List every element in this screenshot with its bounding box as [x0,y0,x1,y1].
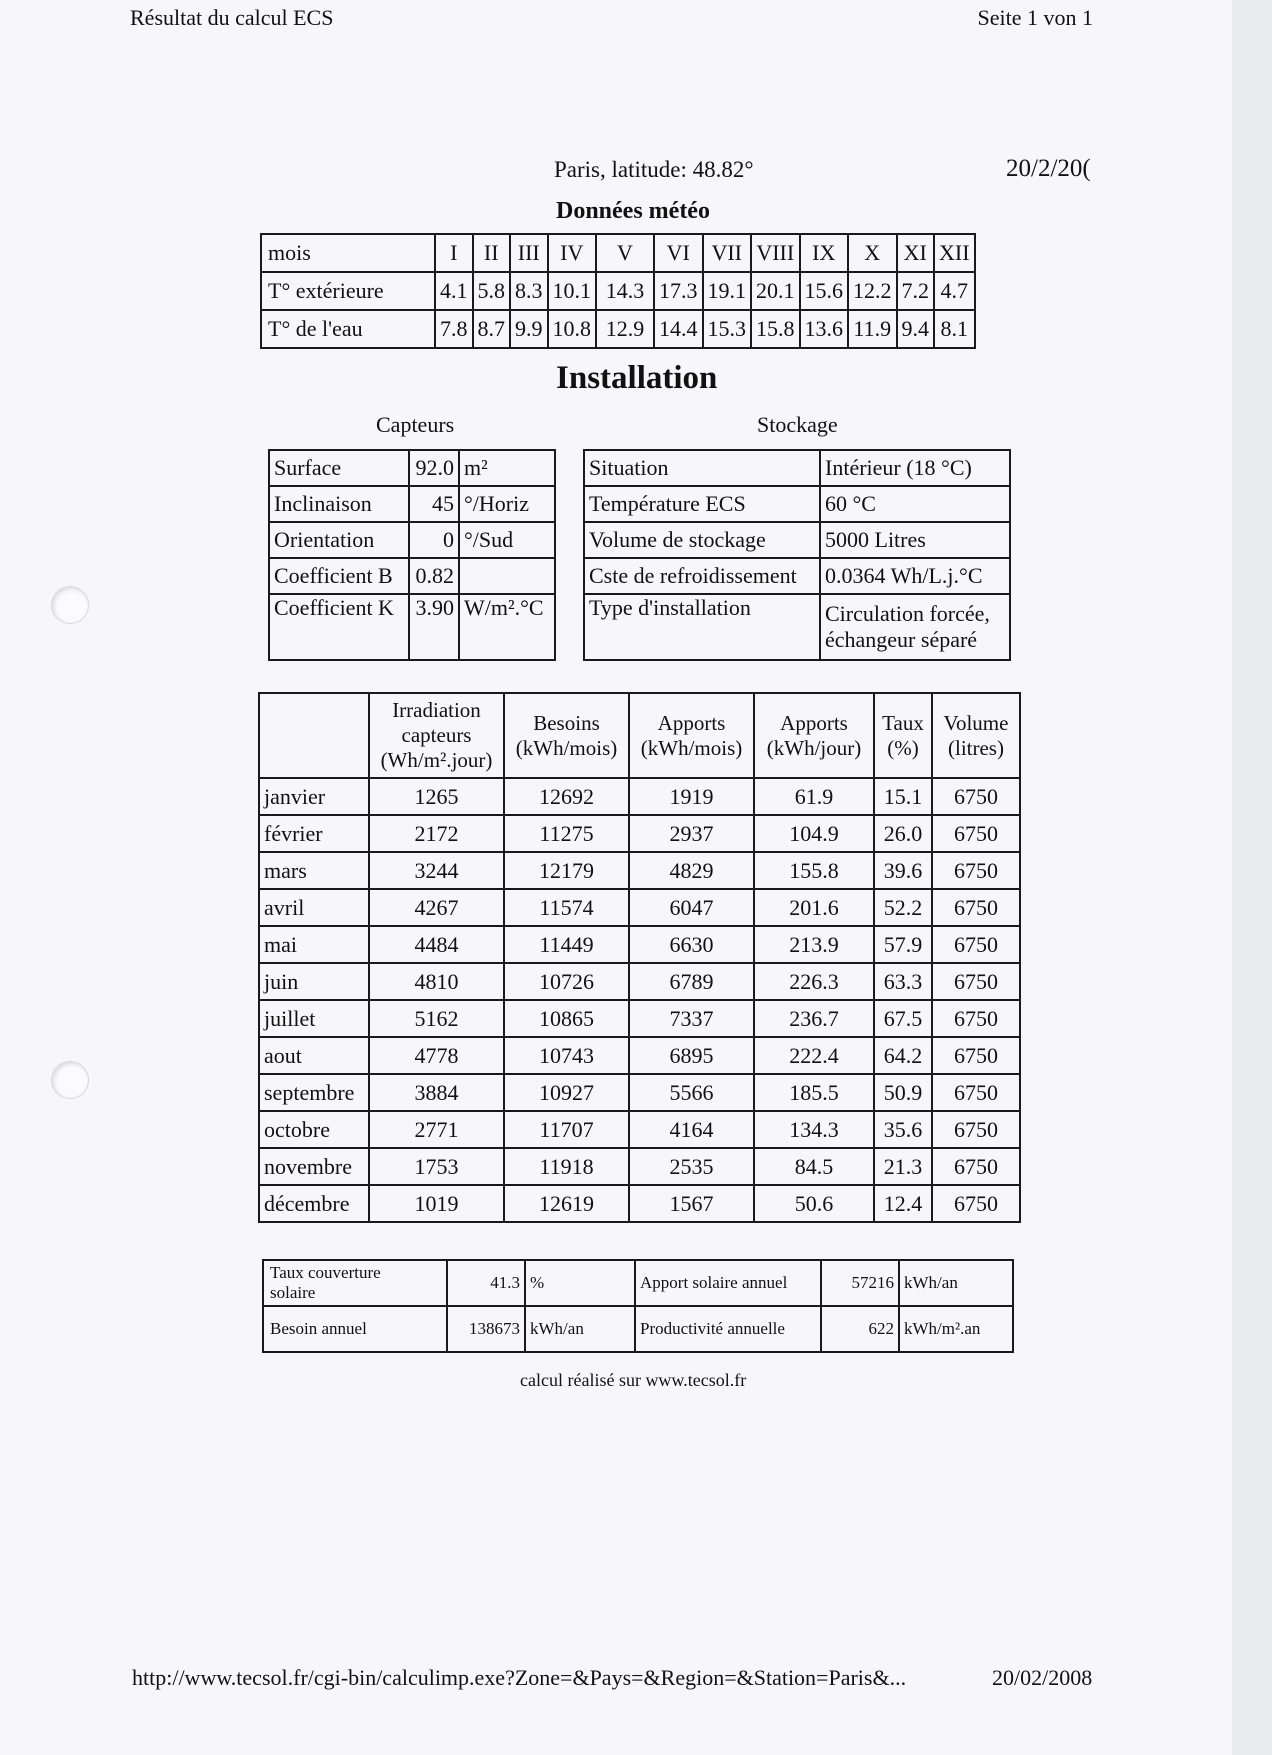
table-cell: 4829 [629,852,754,889]
header-line: Taux [882,710,924,735]
meteo-month: IX [800,234,849,272]
month-name: aout [259,1037,369,1074]
month-name: janvier [259,778,369,815]
table-cell: 1567 [629,1185,754,1222]
table-cell: 10726 [504,963,629,1000]
date-top: 20/2/20( [1006,155,1091,182]
table-cell: 6750 [932,889,1020,926]
meteo-cell: 8.3 [510,272,548,310]
meteo-header-row [261,234,975,272]
monthly-body [259,778,1020,1222]
meteo-cell: 12.2 [848,272,897,310]
capteurs-label: Coefficient K [269,594,409,660]
table-cell: 6750 [932,1111,1020,1148]
monthly-table [258,692,1021,1223]
meteo-cell: 15.8 [751,310,800,348]
table-cell: 11449 [504,926,629,963]
table-cell: 6750 [932,1037,1020,1074]
summary-row [263,1260,1013,1306]
table-cell: 11918 [504,1148,629,1185]
table-cell: 6750 [932,852,1020,889]
meteo-cell: 15.6 [800,272,849,310]
stockage-value-line2: échangeur séparé [825,627,978,652]
capteurs-value: 45 [409,486,459,522]
table-cell: 185.5 [754,1074,874,1111]
stockage-table [583,449,1011,661]
meteo-cell: 7.8 [435,310,473,348]
installation-title: Installation [556,360,718,396]
stockage-label: Situation [584,450,820,486]
summary-table [262,1259,1014,1353]
meteo-cell: 7.2 [897,272,935,310]
meteo-month: IV [548,234,597,272]
month-name: septembre [259,1074,369,1111]
meteo-cell: 9.4 [897,310,935,348]
table-cell: 222.4 [754,1037,874,1074]
meteo-cell: 12.9 [596,310,654,348]
table-cell: 10865 [504,1000,629,1037]
header-line: (Wh/m².jour) [380,748,493,772]
stockage-row [584,486,1010,522]
monthly-header-empty [259,693,369,778]
table-cell: 3244 [369,852,504,889]
table-row [259,815,1020,852]
meteo-cell: 13.6 [800,310,849,348]
table-cell: 6750 [932,963,1020,1000]
table-cell: 6750 [932,1148,1020,1185]
table-cell: 104.9 [754,815,874,852]
print-header-title: Résultat du calcul ECS [130,5,334,30]
stockage-row [584,558,1010,594]
month-name: juillet [259,1000,369,1037]
capteurs-row [269,486,555,522]
meteo-cell: 8.1 [934,310,975,348]
header-line: (litres) [948,735,1004,760]
productivite-unit: kWh/m².an [899,1306,1013,1352]
capteurs-unit: °/Horiz [459,486,555,522]
table-cell: 4164 [629,1111,754,1148]
punch-hole-bottom [51,1061,89,1099]
table-cell: 4267 [369,889,504,926]
table-cell: 52.2 [874,889,932,926]
month-name: novembre [259,1148,369,1185]
table-cell: 6789 [629,963,754,1000]
table-cell: 6750 [932,926,1020,963]
capteurs-unit: W/m².°C [459,594,555,660]
month-name: avril [259,889,369,926]
table-cell: 12.4 [874,1185,932,1222]
capteurs-value: 0 [409,522,459,558]
table-row [259,778,1020,815]
table-cell: 134.3 [754,1111,874,1148]
location-label: Paris, latitude: 48.82° [554,157,754,182]
meteo-cell: 14.3 [596,272,654,310]
meteo-title: Données météo [556,198,710,224]
table-row [259,1111,1020,1148]
table-cell: 5162 [369,1000,504,1037]
monthly-header-apports-mois [629,693,754,778]
monthly-header-taux [874,693,932,778]
table-cell: 26.0 [874,815,932,852]
table-cell: 50.9 [874,1074,932,1111]
table-cell: 61.9 [754,778,874,815]
table-cell: 21.3 [874,1148,932,1185]
stockage-row [584,594,1010,660]
meteo-cell: 4.1 [435,272,473,310]
stockage-label: Cste de refroidissement [584,558,820,594]
meteo-month: III [510,234,548,272]
capteurs-table [268,449,556,661]
header-line: Apports [657,710,726,735]
table-row [259,963,1020,1000]
table-cell: 1919 [629,778,754,815]
header-line: Besoins [533,710,600,735]
meteo-month: VII [703,234,752,272]
meteo-cell: 11.9 [848,310,897,348]
meteo-month: VI [654,234,703,272]
meteo-month: I [435,234,473,272]
monthly-header-row [259,693,1020,778]
print-header-page: Seite 1 von 1 [977,5,1093,30]
table-row [259,926,1020,963]
monthly-header-apports-jour [754,693,874,778]
monthly-header-besoins [504,693,629,778]
month-name: juin [259,963,369,1000]
meteo-header-label: mois [261,234,435,272]
meteo-cell: 4.7 [934,272,975,310]
capteurs-unit [459,558,555,594]
table-cell: 2937 [629,815,754,852]
capteurs-label: Surface [269,450,409,486]
table-cell: 2771 [369,1111,504,1148]
table-cell: 4810 [369,963,504,1000]
capteurs-unit: m² [459,450,555,486]
label-line: Taux couverture [270,1263,381,1282]
taux-couverture-unit: % [525,1260,635,1306]
table-cell: 67.5 [874,1000,932,1037]
meteo-cell: 10.1 [548,272,597,310]
capteurs-row [269,594,555,660]
capteurs-label: Coefficient B [269,558,409,594]
summary-row [263,1306,1013,1352]
stockage-row [584,522,1010,558]
table-row [259,1000,1020,1037]
table-cell: 39.6 [874,852,932,889]
meteo-cell: 20.1 [751,272,800,310]
table-cell: 1019 [369,1185,504,1222]
table-cell: 12619 [504,1185,629,1222]
table-cell: 201.6 [754,889,874,926]
capteurs-row [269,558,555,594]
meteo-cell: 8.7 [473,310,511,348]
apport-solaire-label: Apport solaire annuel [635,1260,821,1306]
table-cell: 10927 [504,1074,629,1111]
productivite-label: Productivité annuelle [635,1306,821,1352]
table-cell: 12692 [504,778,629,815]
header-line: (kWh/mois) [515,735,618,760]
monthly-header-irradiation [369,693,504,778]
stockage-value [820,594,1010,660]
header-line: Volume [943,710,1009,735]
table-cell: 6047 [629,889,754,926]
table-row [259,1074,1020,1111]
table-cell: 10743 [504,1037,629,1074]
stockage-value: 60 °C [820,486,1010,522]
stockage-title: Stockage [757,412,838,437]
table-cell: 6750 [932,1074,1020,1111]
header-line: (%) [887,735,919,760]
meteo-cell: 15.3 [703,310,752,348]
month-name: mai [259,926,369,963]
meteo-cell: 5.8 [473,272,511,310]
label-line: solaire [270,1283,316,1302]
meteo-cell: 17.3 [654,272,703,310]
capteurs-row [269,450,555,486]
table-row [259,1185,1020,1222]
meteo-month: X [848,234,897,272]
meteo-month: XII [934,234,975,272]
table-row [259,889,1020,926]
meteo-row-text [261,272,975,310]
meteo-cell: 9.9 [510,310,548,348]
table-cell: 3884 [369,1074,504,1111]
besoin-annuel-value: 138673 [447,1306,525,1352]
table-cell: 57.9 [874,926,932,963]
stockage-row [584,450,1010,486]
table-cell: 213.9 [754,926,874,963]
capteurs-label: Orientation [269,522,409,558]
table-cell: 226.3 [754,963,874,1000]
meteo-cell: 14.4 [654,310,703,348]
table-cell: 63.3 [874,963,932,1000]
meteo-row-label: T° de l'eau [261,310,435,348]
capteurs-value: 3.90 [409,594,459,660]
month-name: décembre [259,1185,369,1222]
footer-date: 20/02/2008 [992,1665,1093,1690]
table-cell: 84.5 [754,1148,874,1185]
apport-solaire-unit: kWh/an [899,1260,1013,1306]
meteo-cell: 19.1 [703,272,752,310]
meteo-month: V [596,234,654,272]
besoin-annuel-label: Besoin annuel [263,1306,447,1352]
table-cell: 2172 [369,815,504,852]
month-name: février [259,815,369,852]
table-row [259,1148,1020,1185]
header-line: Irradiation [392,698,481,722]
capteurs-value: 0.82 [409,558,459,594]
table-cell: 11275 [504,815,629,852]
capteurs-title: Capteurs [376,412,455,437]
capteurs-row [269,522,555,558]
table-cell: 64.2 [874,1037,932,1074]
table-cell: 1753 [369,1148,504,1185]
table-cell: 4484 [369,926,504,963]
stockage-value: Intérieur (18 °C) [820,450,1010,486]
meteo-month: VIII [751,234,800,272]
table-row [259,1037,1020,1074]
taux-couverture-value: 41.3 [447,1260,525,1306]
month-name: mars [259,852,369,889]
table-cell: 6750 [932,815,1020,852]
besoin-annuel-unit: kWh/an [525,1306,635,1352]
table-cell: 50.6 [754,1185,874,1222]
capteurs-unit: °/Sud [459,522,555,558]
monthly-header-volume [932,693,1020,778]
table-cell: 4778 [369,1037,504,1074]
table-cell: 12179 [504,852,629,889]
header-line: capteurs [401,723,472,747]
stockage-label: Type d'installation [584,594,820,660]
stockage-label: Température ECS [584,486,820,522]
footer-url: http://www.tecsol.fr/cgi-bin/calculimp.exe?Zone=&Pays=&Region=&Station=Paris&... [132,1665,907,1690]
table-cell: 6750 [932,1000,1020,1037]
table-row [259,852,1020,889]
productivite-value: 622 [821,1306,899,1352]
meteo-table [260,233,976,349]
meteo-row-label: T° extérieure [261,272,435,310]
stockage-value: 5000 Litres [820,522,1010,558]
capteurs-value: 92.0 [409,450,459,486]
table-cell: 155.8 [754,852,874,889]
header-line: Apports [780,710,848,735]
table-cell: 5566 [629,1074,754,1111]
table-cell: 15.1 [874,778,932,815]
table-cell: 11707 [504,1111,629,1148]
meteo-row-teau [261,310,975,348]
punch-hole-top [51,586,89,624]
table-cell: 6750 [932,778,1020,815]
table-cell: 11574 [504,889,629,926]
meteo-month: II [473,234,511,272]
taux-couverture-label [263,1260,447,1306]
table-cell: 6630 [629,926,754,963]
table-cell: 1265 [369,778,504,815]
table-cell: 35.6 [874,1111,932,1148]
header-line: (kWh/jour) [766,735,862,760]
table-cell: 236.7 [754,1000,874,1037]
table-cell: 6895 [629,1037,754,1074]
table-cell: 6750 [932,1185,1020,1222]
table-cell: 2535 [629,1148,754,1185]
stockage-value: 0.0364 Wh/L.j.°C [820,558,1010,594]
capteurs-label: Inclinaison [269,486,409,522]
meteo-cell: 10.8 [548,310,597,348]
month-name: octobre [259,1111,369,1148]
meteo-month: XI [897,234,935,272]
apport-solaire-value: 57216 [821,1260,899,1306]
stockage-value-line1: Circulation forcée, [825,601,990,626]
header-line: (kWh/mois) [640,735,743,760]
stockage-label: Volume de stockage [584,522,820,558]
credit-text: calcul réalisé sur www.tecsol.fr [520,1370,747,1390]
table-cell: 7337 [629,1000,754,1037]
